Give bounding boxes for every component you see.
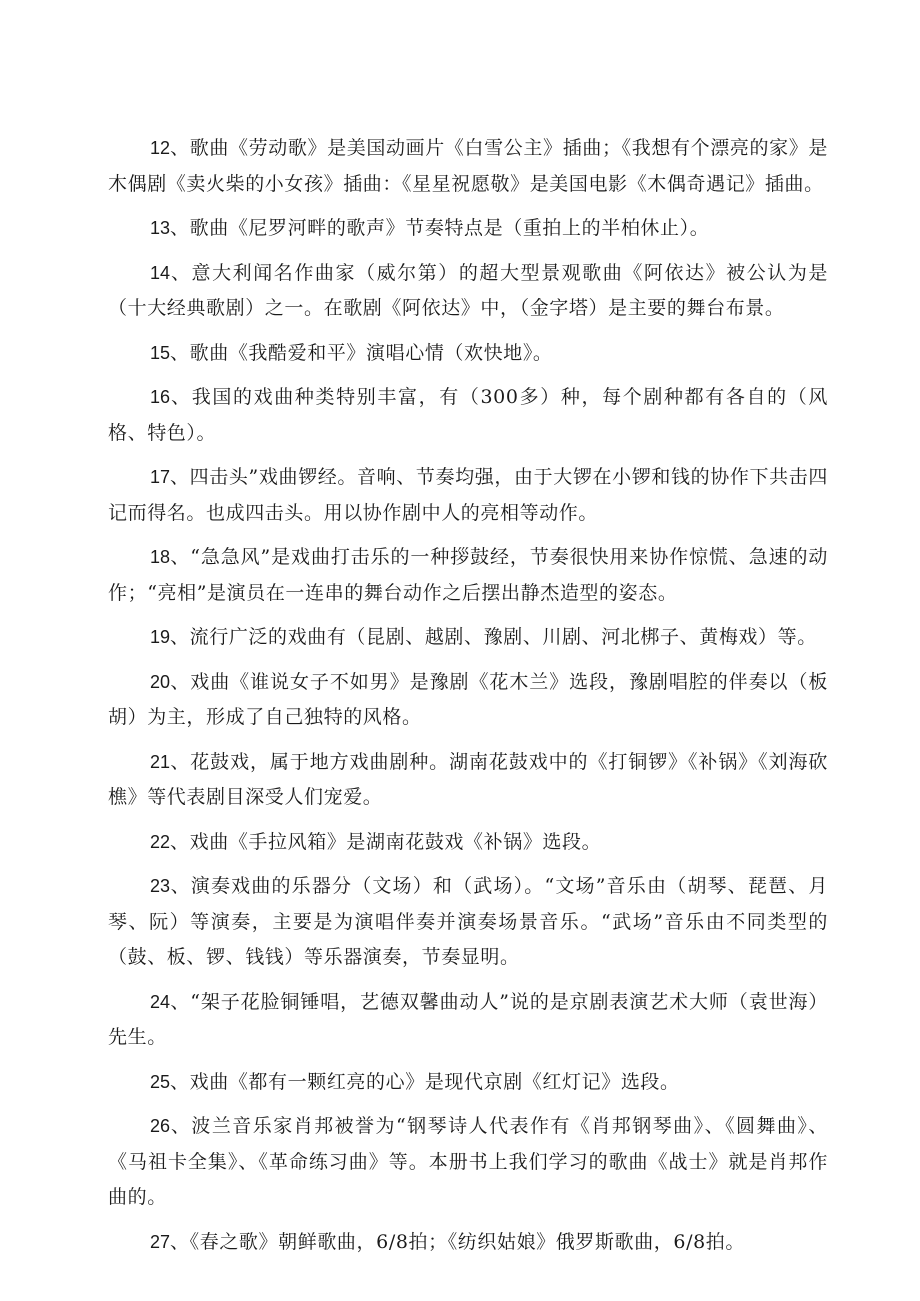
item-number: 17 [150,467,171,487]
item-number: 21 [150,751,171,772]
list-item [108,540,828,611]
item-text: 、歌曲《劳动歌》是美国动画片《白雪公主》插曲；《我想有个漂亮的家》是木偶剧《卖火柴的小女孩》插曲：《星星祝愿敬》是美国电影《木偶奇遇记》插曲。 [108,137,828,195]
list-item [108,869,828,976]
item-text: 、戏曲《都有一颗红亮的心》是现代京剧《红灯记》选段。 [170,1070,680,1093]
item-number: 25 [150,1071,171,1092]
item-text: 、波兰音乐家肖邦被誉为“钢琴诗人代表作有《肖邦钢琴曲》、《圆舞曲》、《马祖卡全集》、《革命练习曲》等。本册书上我们学习的歌曲《战士》就是肖邦作曲的。 [108,1115,828,1208]
item-number: 14 [150,262,171,283]
list-item [108,1225,828,1261]
list-item [108,985,828,1056]
item-text: 、演奏戏曲的乐器分（文场）和（武场）。“文场”音乐由（胡琴、琵琶、月琴、阮）等演奏，主要是为演唱伴奏并演奏场景音乐。“武场”音乐由不同类型的（鼓、板、锣、钱钱）等乐器演奏，节奏显明。 [108,875,828,968]
item-text: 、《春之歌》朝鲜歌曲，6/8拍；《纺织姑娘》俄罗斯歌曲，6/8拍。 [170,1230,745,1253]
list-item [108,336,828,372]
item-number: 24 [150,991,171,1012]
list-item [108,211,828,247]
list-item [108,256,828,327]
list-item [108,131,828,202]
list-item [108,745,828,816]
item-text: 、歌曲《我酷爱和平》演唱心情（欢快地》。 [170,341,553,364]
item-text: 、“急急风”是戏曲打击乐的一种拶鼓经，节奏很快用来协作惊慌、急速的动作；“亮相”是演员在一连串的舞台动作之后摆出静杰造型的姿态。 [108,546,828,604]
item-text: 、戏曲《手拉风箱》是湖南花鼓戏《补锅》选段。 [170,830,602,853]
list-item [108,620,828,656]
item-number: 15 [150,342,171,363]
item-text: 、四击头”戏曲锣经。音响、节奏均强，由于大锣在小锣和钱的协作下共击四记而得名。也成四击头。用以协作剧中人的亮相等动作。 [108,466,828,524]
item-number: 26 [150,1116,171,1136]
item-text: 、意大利闻名作曲家（威尔第）的超大型景观歌曲《阿依达》被公认为是（十大经典歌剧）之一。在歌剧《阿依达》中，（金字塔）是主要的舞台布景。 [108,261,828,319]
item-number: 22 [150,831,171,852]
item-number: 12 [150,138,171,158]
item-number: 20 [150,671,171,692]
item-number: 13 [150,218,171,238]
item-text: 、我国的戏曲种类特别丰富，有（300多）种，每个剧种都有各自的（风格、特色）。 [108,386,828,444]
item-number: 16 [150,387,171,407]
item-text: 、“架子花脸铜锤唱，艺德双馨曲动人”说的是京剧表演艺术大师（袁世海）先生。 [108,990,828,1048]
item-number: 19 [150,627,171,647]
list-item [108,825,828,861]
list-item [108,1065,828,1101]
list-item [108,1109,828,1216]
item-text: 、流行广泛的戏曲有（昆剧、越剧、豫剧、川剧、河北梆子、黄梅戏）等。 [170,626,817,648]
list-item [108,665,828,736]
list-item [108,380,828,451]
item-number: 23 [150,876,171,896]
item-number: 27 [150,1231,171,1252]
item-text: 、花鼓戏，属于地方戏曲剧种。湖南花鼓戏中的《打铜锣》《补锅》《刘海砍樵》等代表剧目深受人们宠爱。 [108,750,828,808]
item-text: 、歌曲《尼罗河畔的歌声》节奏特点是（重拍上的半柏休止）。 [170,217,710,239]
item-number: 18 [150,547,171,567]
list-item [108,460,828,531]
document-body [108,131,828,1269]
item-text: 、戏曲《谁说女子不如男》是豫剧《花木兰》选段，豫剧唱腔的伴奏以（板胡）为主，形成了自己独特的风格。 [108,670,828,728]
